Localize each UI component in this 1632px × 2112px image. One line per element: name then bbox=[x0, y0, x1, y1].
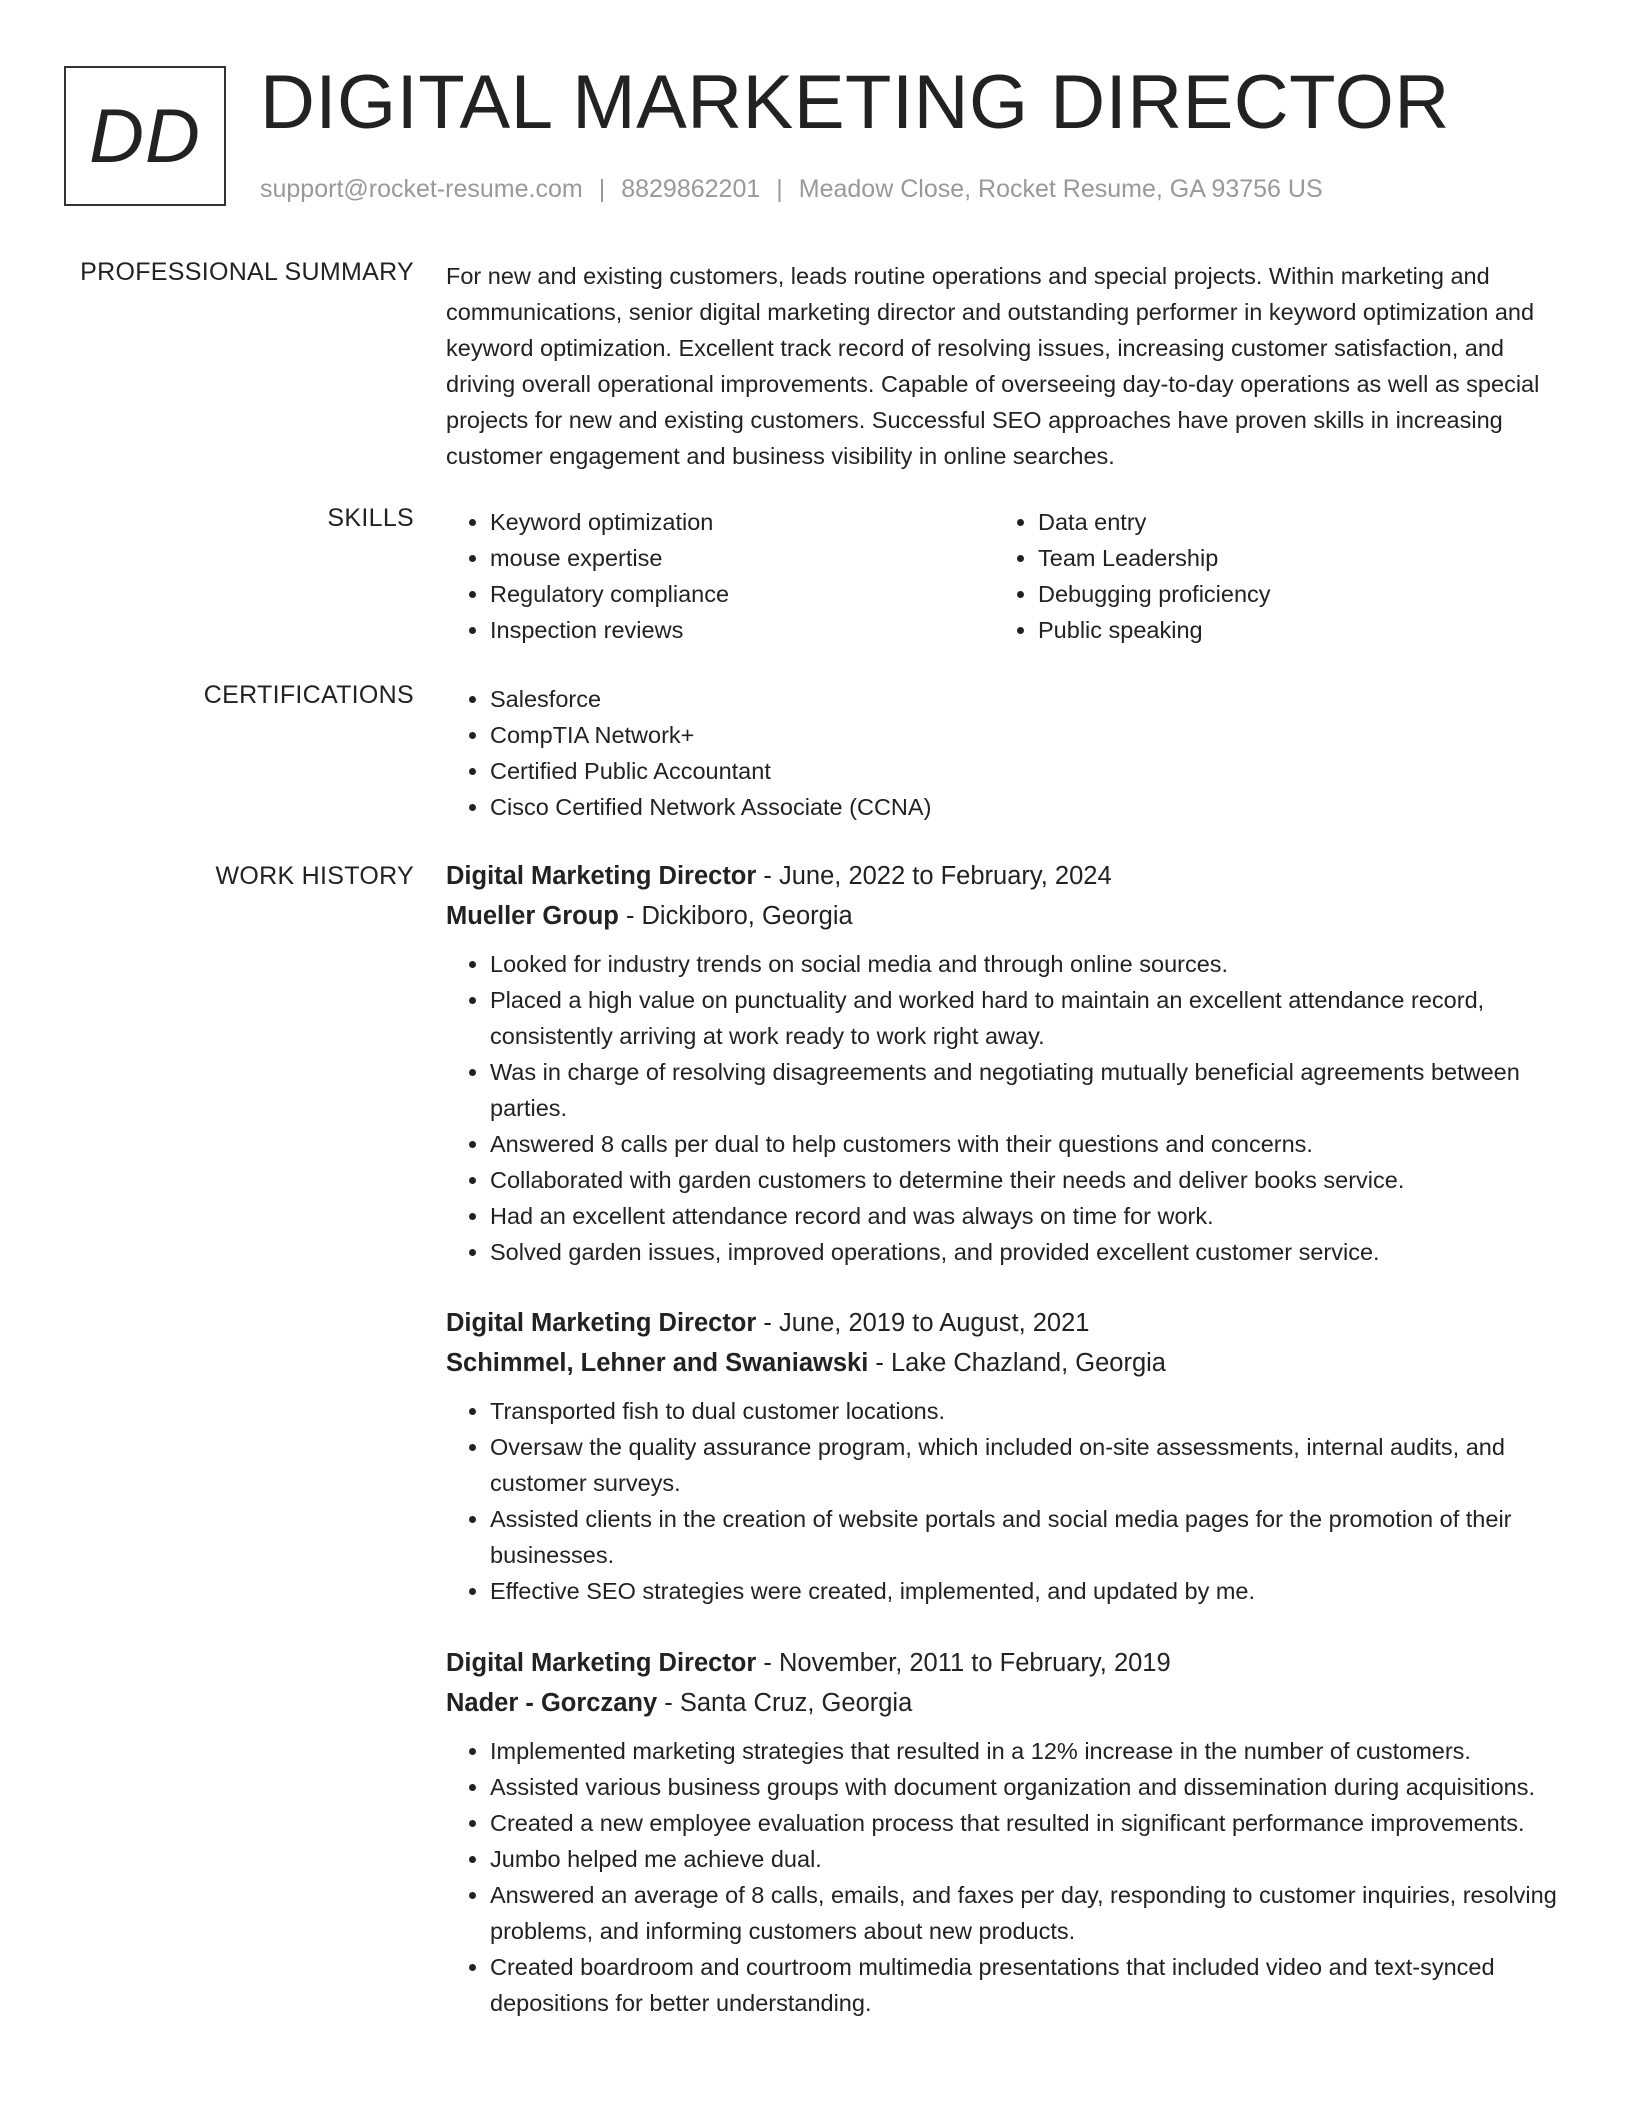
job-entry bbox=[446, 1643, 1566, 2021]
job-bullets bbox=[446, 1733, 1566, 2021]
job-location: - Santa Cruz, Georgia bbox=[657, 1689, 913, 1717]
certifications-body bbox=[446, 681, 1566, 825]
skill-item: • Regulatory compliance bbox=[490, 576, 994, 612]
job-title-line bbox=[446, 1643, 1566, 1683]
section-label-summary: PROFESSIONAL SUMMARY bbox=[80, 258, 414, 286]
job-entry bbox=[446, 1303, 1566, 1609]
job-bullet: • Was in charge of resolving disagreements and negotiating mutually beneficial agreements between parties. bbox=[490, 1054, 1566, 1126]
job-entry bbox=[446, 856, 1566, 1270]
job-bullet: • Solved garden issues, improved operations, and provided excellent customer service. bbox=[490, 1234, 1566, 1270]
job-bullet: • Assisted various business groups with document organization and dissemination during acquisitions. bbox=[490, 1769, 1566, 1805]
job-title-line bbox=[446, 856, 1566, 896]
contact-phone: 8829862201 bbox=[621, 175, 761, 203]
job-bullet: • Oversaw the quality assurance program, which included on-site assessments, internal audits, and customer surveys. bbox=[490, 1429, 1566, 1501]
job-company: Nader - Gorczany bbox=[446, 1689, 658, 1717]
resume-title: DIGITAL MARKETING DIRECTOR bbox=[260, 60, 1450, 145]
contact-line bbox=[260, 175, 1323, 204]
summary-text: For new and existing customers, leads routine operations and special projects. Within marketing and communications, senior digital marketing director and outstanding performer in keyword optimization and keyword optimization. Excellent track record of resolving issues, increasing customer satisfaction, and driving overall operational improvements. Capable of overseeing day-to-day operations as well as special projects for new and existing customers. Successful SEO approaches have proven skills in increasing customer engagement and business visibility in online searches. bbox=[446, 263, 1540, 469]
contact-separator: | bbox=[776, 175, 783, 203]
skills-body bbox=[446, 504, 1566, 648]
job-company-line bbox=[446, 1343, 1566, 1383]
job-bullets bbox=[446, 946, 1566, 1270]
job-title: Digital Marketing Director bbox=[446, 1309, 757, 1337]
job-dates: - November, 2011 to February, 2019 bbox=[756, 1649, 1171, 1677]
section-label-work-history: WORK HISTORY bbox=[215, 862, 414, 890]
contact-address: Meadow Close, Rocket Resume, GA 93756 US bbox=[798, 175, 1323, 203]
job-title: Digital Marketing Director bbox=[446, 1649, 757, 1677]
job-company-line bbox=[446, 896, 1566, 936]
job-bullet: • Collaborated with garden customers to determine their needs and deliver books service. bbox=[490, 1162, 1566, 1198]
certifications-list bbox=[446, 681, 1566, 825]
contact-email: support@rocket-resume.com bbox=[260, 175, 583, 203]
job-bullet: • Answered 8 calls per dual to help customers with their questions and concerns. bbox=[490, 1126, 1566, 1162]
certification-item: • Salesforce bbox=[490, 681, 1566, 717]
skill-item: • Debugging proficiency bbox=[1038, 576, 1542, 612]
skill-item: • Data entry bbox=[1038, 504, 1542, 540]
job-title: Digital Marketing Director bbox=[446, 862, 757, 890]
certification-item: • CompTIA Network+ bbox=[490, 717, 1566, 753]
job-company: Schimmel, Lehner and Swaniawski bbox=[446, 1349, 869, 1377]
skill-item: • Inspection reviews bbox=[490, 612, 994, 648]
skill-item: • Team Leadership bbox=[1038, 540, 1542, 576]
skills-list-right bbox=[994, 504, 1542, 648]
job-bullet: • Placed a high value on punctuality and worked hard to maintain an excellent attendance record, consistently arriving at work ready to work right away. bbox=[490, 982, 1566, 1054]
job-bullet: • Created boardroom and courtroom multimedia presentations that included video and text-synced depositions for better understanding. bbox=[490, 1949, 1566, 2021]
job-bullet: • Transported fish to dual customer locations. bbox=[490, 1393, 1566, 1429]
monogram-logo: DD bbox=[64, 66, 226, 206]
job-bullet: • Had an excellent attendance record and was always on time for work. bbox=[490, 1198, 1566, 1234]
job-bullet: • Jumbo helped me achieve dual. bbox=[490, 1841, 1566, 1877]
section-label-skills: SKILLS bbox=[327, 504, 414, 532]
job-bullet: • Looked for industry trends on social media and through online sources. bbox=[490, 946, 1566, 982]
job-bullet: • Assisted clients in the creation of website portals and social media pages for the promotion of their businesses. bbox=[490, 1501, 1566, 1573]
job-title-line bbox=[446, 1303, 1566, 1343]
job-company-line bbox=[446, 1683, 1566, 1723]
job-bullet: • Effective SEO strategies were created, implemented, and updated by me. bbox=[490, 1573, 1566, 1609]
job-bullet: • Created a new employee evaluation process that resulted in significant performance improvements. bbox=[490, 1805, 1566, 1841]
job-location: - Dickiboro, Georgia bbox=[618, 902, 853, 930]
job-dates: - June, 2022 to February, 2024 bbox=[756, 862, 1112, 890]
job-company: Mueller Group bbox=[446, 902, 619, 930]
job-dates: - June, 2019 to August, 2021 bbox=[756, 1309, 1090, 1337]
job-location: - Lake Chazland, Georgia bbox=[868, 1349, 1166, 1377]
skill-item: • Keyword optimization bbox=[490, 504, 994, 540]
contact-separator: | bbox=[598, 175, 606, 203]
certification-item: • Certified Public Accountant bbox=[490, 753, 1566, 789]
job-bullets bbox=[446, 1393, 1566, 1609]
skill-item: • Public speaking bbox=[1038, 612, 1542, 648]
job-bullet: • Implemented marketing strategies that resulted in a 12% increase in the number of customers. bbox=[490, 1733, 1566, 1769]
skill-item: • mouse expertise bbox=[490, 540, 994, 576]
skills-list-left bbox=[446, 504, 994, 648]
section-label-certifications: CERTIFICATIONS bbox=[203, 681, 414, 709]
summary-body bbox=[446, 258, 1566, 474]
job-bullet: • Answered an average of 8 calls, emails, and faxes per day, responding to customer inquiries, resolving problems, and informing customers about new products. bbox=[490, 1877, 1566, 1949]
certification-item: • Cisco Certified Network Associate (CCNA) bbox=[490, 789, 1566, 825]
